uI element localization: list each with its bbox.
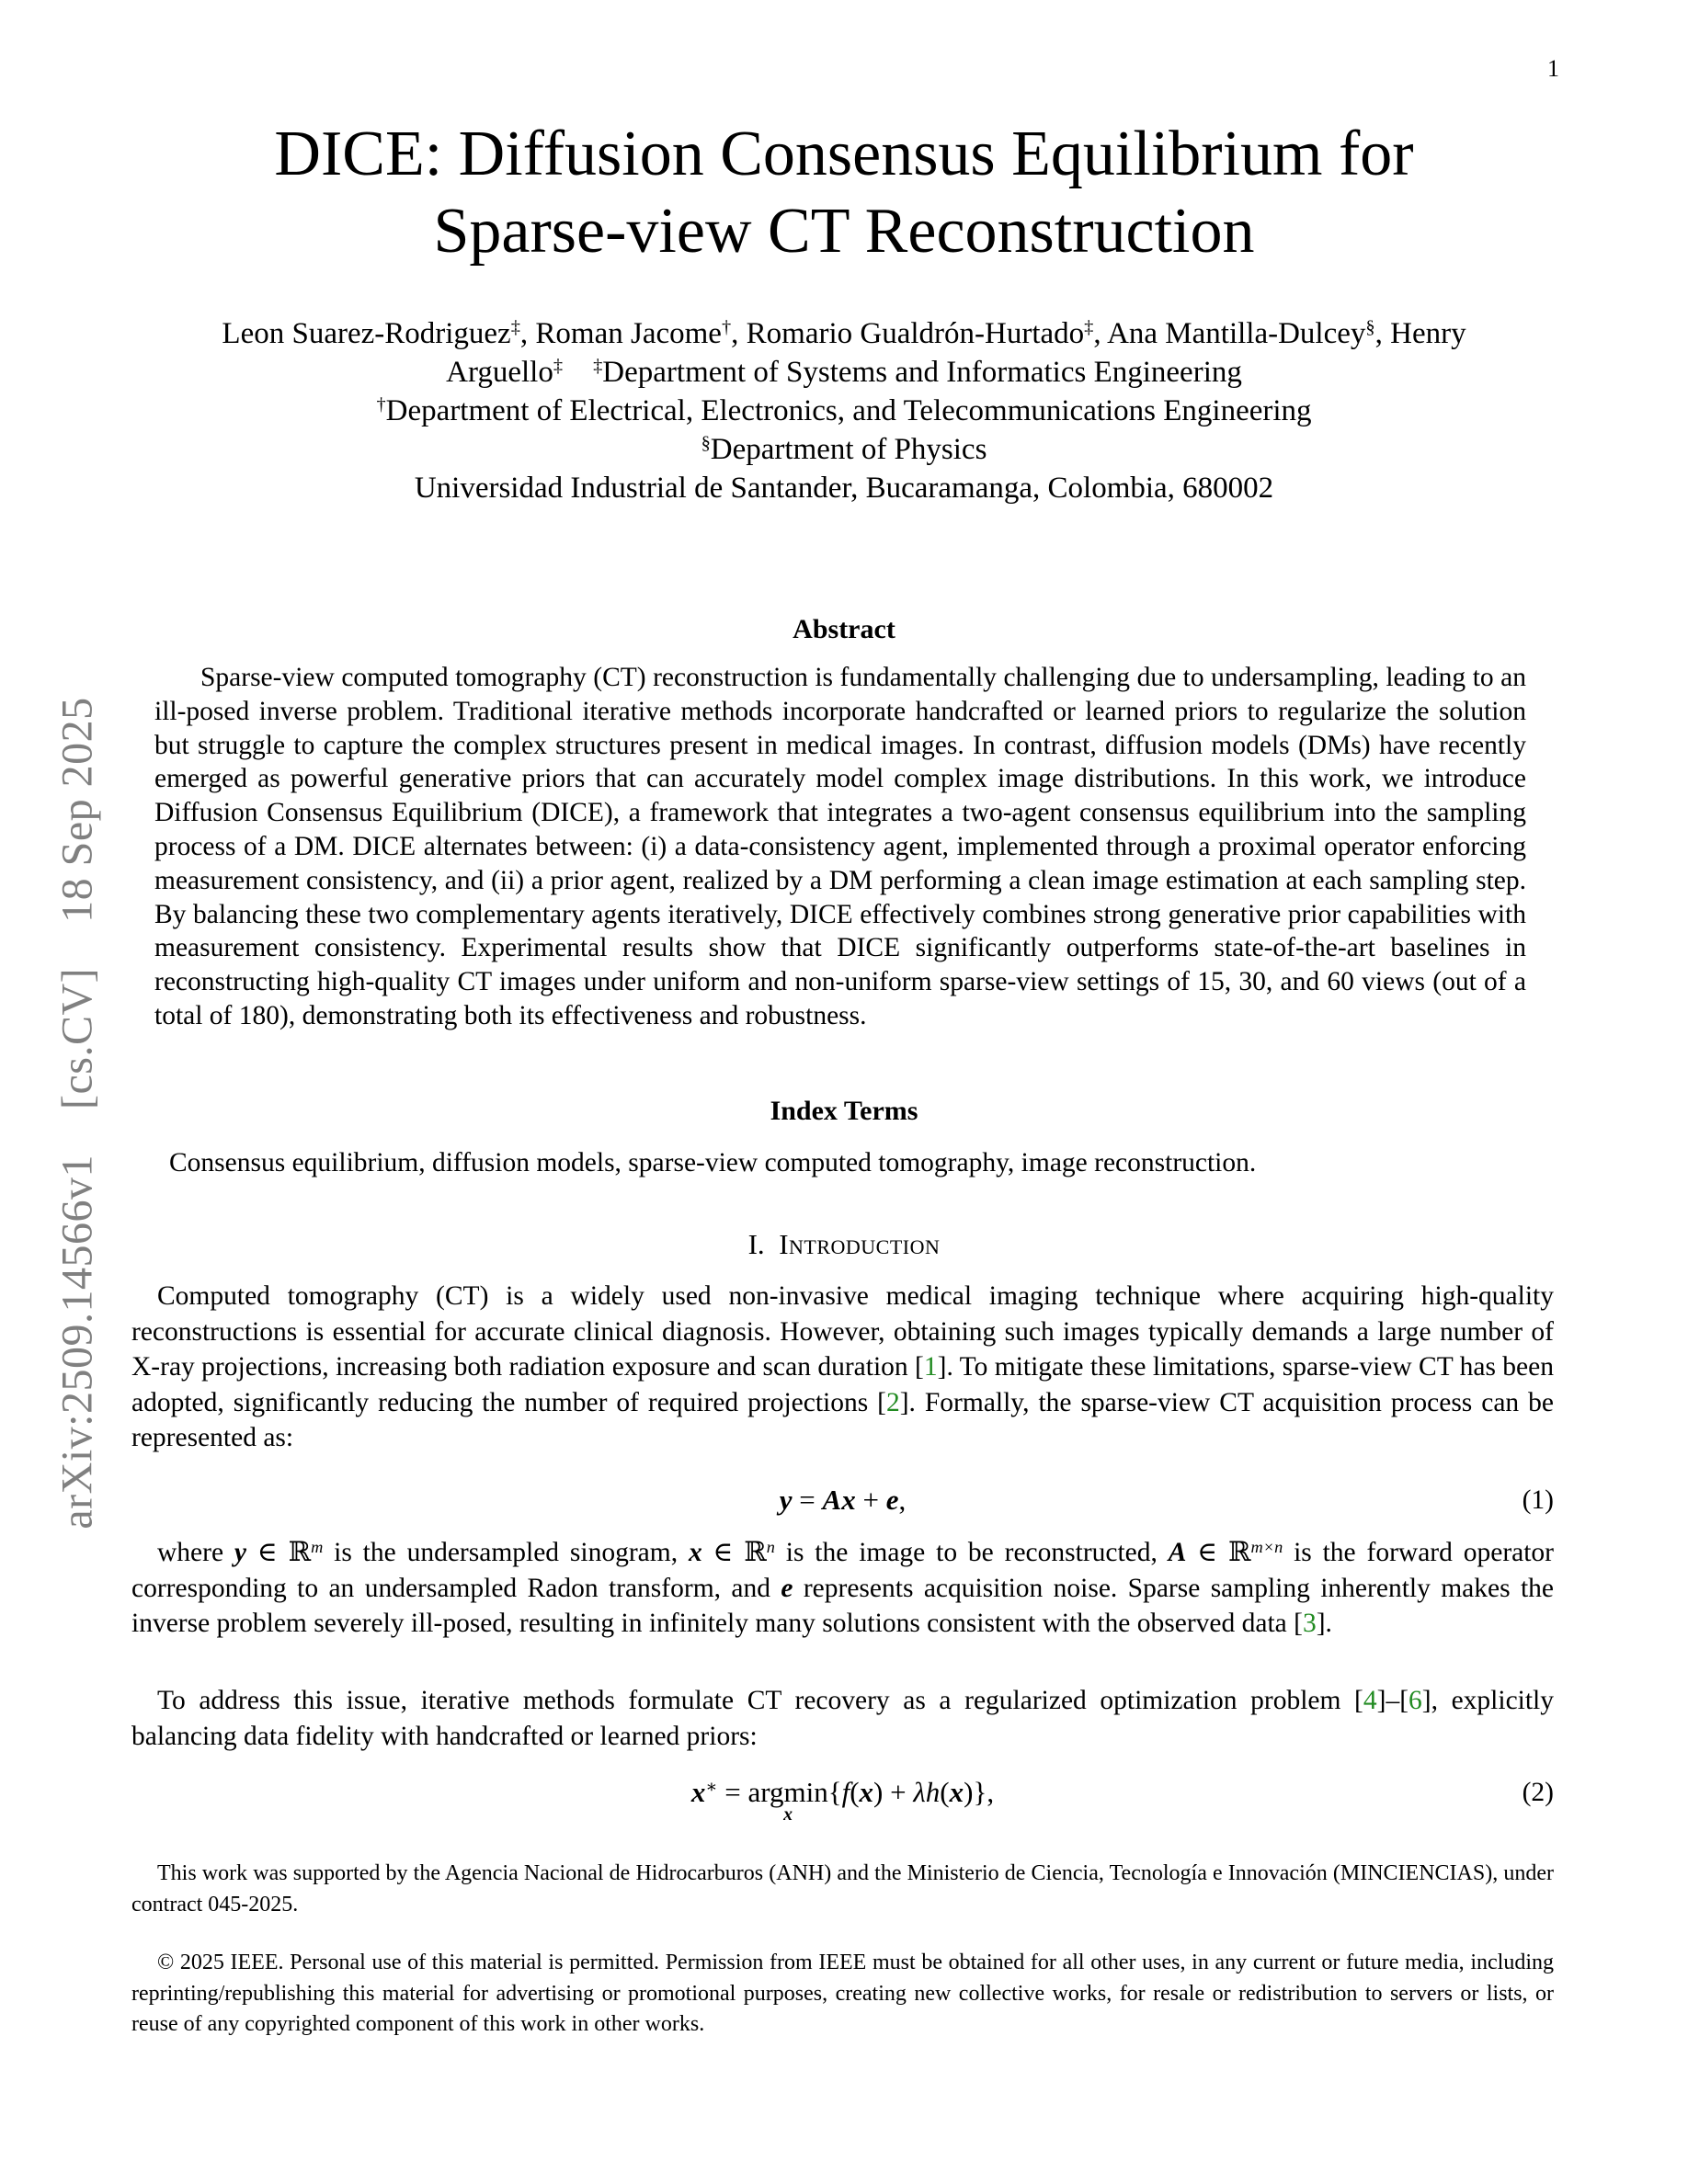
argmin-operator: argmin x	[747, 1776, 828, 1825]
arxiv-watermark: arXiv:2509.14566v1 [cs.CV] 18 Sep 2025	[52, 697, 102, 1530]
abstract-text: Sparse-view computed tomography (CT) reconstruction is fundamentally challenging due to undersampling, leading to an ill-posed inverse problem. Traditional iterative methods incorporate handcrafted or learned priors to regularize the solution but struggle to capture the complex structures present in medical images. In contrast, diffusion models (DMs) have recently emerged as powerful generative priors that can accurately model complex image distributions. In this work, we introduce Diffusion Consensus Equilibrium (DICE), a framework that integrates a two-agent consensus equilibrium into the sampling process of a DM. DICE alternates between: (i) a data-consistency agent, implemented through a proximal operator enforcing measurement consistency, and (ii) a prior agent, realized by a DM performing a clean image estimation at each sampling step. By balancing these two complementary agents iteratively, DICE effectively combines strong generative prior capabilities with measurement consistency. Experimental results show that DICE significantly outperforms state-of-the-art baselines in reconstructing high-quality CT images under uniform and non-uniform sparse-view settings of 15, 30, and 60 views (out of a total of 180), demonstrating both its effectiveness and robustness.	[154, 663, 1526, 1030]
equation-1-body: y = Ax + e,	[779, 1484, 907, 1516]
affiliation-line-4: Universidad Industrial de Santander, Bucaramanga, Colombia, 680002	[414, 472, 1274, 505]
citation-link[interactable]: 4	[1363, 1686, 1377, 1715]
authors-line-affiliation-1: Arguello‡ ‡Department of Systems and Informatics Engineering	[446, 356, 1242, 389]
footnote-funding: This work was supported by the Agencia Nacional de Hidrocarburos (ANH) and the Ministerio de Ciencia, Tecnología e Innovación (MINCIENCIAS), under contract 045-2025.	[131, 1861, 1554, 1917]
paper-title-line1: DICE: Diffusion Consensus Equilibrium for	[274, 119, 1414, 189]
equation-2	[131, 1776, 1554, 1825]
equation-2-number: (2)	[1522, 1778, 1554, 1807]
page-number: 1	[1547, 55, 1559, 82]
abstract-heading: Abstract	[793, 614, 895, 644]
citation-link[interactable]: 2	[885, 1387, 900, 1417]
footnote-copyright: © 2025 IEEE. Personal use of this material is permitted. Permission from IEEE must be obtained for all other uses, in any current or future media, including reprinting/republishing this material for advertising or promotional purposes, creating new collective works, for resale or redistribution to servers or lists, or reuse of any copyrighted component of this work in other works.	[131, 1951, 1554, 2036]
section-heading-introduction: I. Introduction	[747, 1228, 941, 1260]
authors-block	[0, 314, 1688, 507]
citation-link[interactable]: 3	[1302, 1609, 1317, 1638]
affiliation-line-3: §Department of Physics	[701, 433, 987, 466]
equation-1	[131, 1484, 1554, 1517]
paper-title	[0, 116, 1688, 270]
equation-1-number: (1)	[1522, 1485, 1554, 1515]
paper-title-line2: Sparse-view CT Reconstruction	[433, 196, 1255, 267]
index-terms-heading: Index Terms	[770, 1096, 918, 1126]
authors-line: Leon Suarez-Rodriguez‡, Roman Jacome†, Romario Gualdrón-Hurtado‡, Ana Mantilla-Dulcey§, Henry	[222, 317, 1466, 350]
equation-2-body: x∗ = argmin x {f(x) + λh(x)},	[690, 1776, 995, 1825]
introduction-paragraph-1: Computed tomography (CT) is a widely used non-invasive medical imaging technique where acquiring high-quality reconstructions is essential for accurate clinical diagnosis. However, obtaining such images typically demands a large number of X-ray projections, increasing both radiation exposure and scan duration [1]. To mitigate these limitations, sparse-view CT has been adopted, significantly reducing the number of required projections [2]. Formally, the sparse-view CT acquisition process can be represented as:	[131, 1281, 1554, 1452]
affiliation-line-2: †Department of Electrical, Electronics, and Telecommunications Engineering	[376, 394, 1312, 427]
citation-link[interactable]: 1	[923, 1352, 938, 1382]
citation-link[interactable]: 6	[1409, 1686, 1422, 1715]
introduction-paragraph-3: To address this issue, iterative methods formulate CT recovery as a regularized optimization problem [4]–[6], explicitly balancing data fidelity with handcrafted or learned priors:	[131, 1686, 1555, 1751]
introduction-paragraph-2: where y ∈ ℝ$^m$ is the undersampled sinogram, x ∈ ℝ$^n$ is the image to be reconstructed, A ∈ ℝ$^{m\times n}$ is the forward operator corresponding to an undersampled Radon transform, and e represents acquisition noise. Sparse sampling inherently makes the inverse problem severely ill-posed, resulting in infinitely many solutions consistent with the observed data [3].	[131, 1537, 1555, 1638]
index-terms-text: Consensus equilibrium, diffusion models, sparse-view computed tomography, image reconstruction.	[169, 1148, 1257, 1177]
